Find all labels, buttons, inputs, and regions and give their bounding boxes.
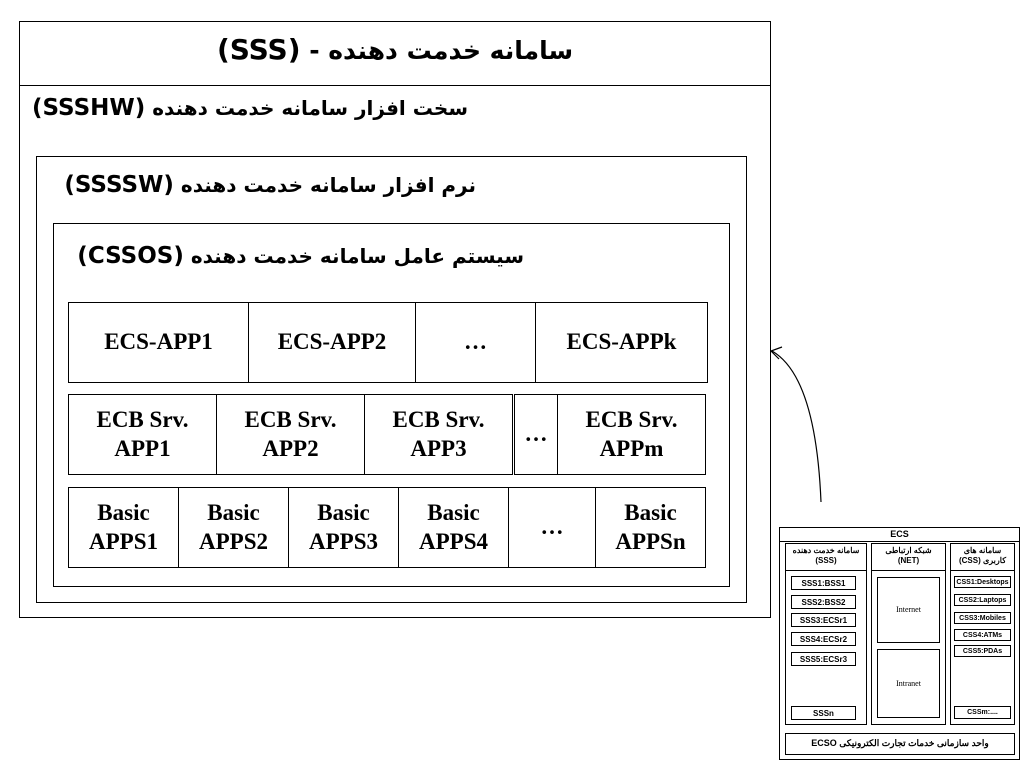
sss-title-code: (SSS) xyxy=(216,33,301,66)
ecs-mini-sss-item: SSS1:BSS1 xyxy=(791,576,856,590)
ecs-mini-internet-label: Internet xyxy=(896,605,921,614)
ecb-srv-app-3: ECB Srv. APP3 xyxy=(364,394,513,475)
basic-apps-2: Basic APPS2 xyxy=(178,487,289,568)
ecs-mini-intranet-label: Intranet xyxy=(896,679,921,688)
sss-title xyxy=(19,33,771,66)
ecs-mini-net-head: شبکه ارتباطی (NET) xyxy=(885,546,932,565)
ecb-srv-app-m: ECB Srv. APPm xyxy=(557,394,706,475)
ecs-mini-sss-item: SSS2:BSS2 xyxy=(791,595,856,609)
basic-apps-4: Basic APPS4 xyxy=(398,487,509,568)
ssssw-label xyxy=(64,172,476,198)
ecb-srv-app-2: ECB Srv. APP2 xyxy=(216,394,365,475)
ecs-mini-css-item: CSS1:Desktops xyxy=(954,576,1011,588)
ecs-mini-net-divider xyxy=(871,570,946,571)
ecs-mini-sss-item: SSS4:ECSr2 xyxy=(791,632,856,646)
cssos-label-code: (CSSOS) xyxy=(77,243,184,269)
ecs-mini-css-last: CSSm:.... xyxy=(954,706,1011,719)
cssos-label xyxy=(77,243,524,269)
ecs-app-2: ECS-APP2 xyxy=(248,302,416,383)
ecs-app-ellipsis: … xyxy=(415,302,536,383)
basic-apps-ellipsis: … xyxy=(508,487,596,568)
basic-apps-n: Basic APPSn xyxy=(595,487,706,568)
ecs-mini-sss-last: SSSn xyxy=(791,706,856,720)
basic-apps-1: Basic APPS1 xyxy=(68,487,179,568)
ecb-srv-app-ellipsis: … xyxy=(514,394,558,475)
ecs-mini-css-head: سامانه های کاربری (CSS) xyxy=(958,546,1007,565)
sss-title-fa: سامانه خدمت دهنده - xyxy=(300,36,574,65)
ecs-mini-css-divider xyxy=(950,570,1015,571)
ecs-app-1: ECS-APP1 xyxy=(68,302,249,383)
link-arrow xyxy=(760,340,840,510)
ecs-mini-title-divider xyxy=(779,541,1020,542)
ecs-mini-css-item: CSS4:ATMs xyxy=(954,629,1011,641)
ecs-mini-sss-item: SSS5:ECSr3 xyxy=(791,652,856,666)
ecs-mini-css-item: CSS5:PDAs xyxy=(954,645,1011,657)
ssshw-label xyxy=(32,95,468,121)
ssshw-label-code: (SSSHW) xyxy=(32,95,146,121)
ecs-mini-sss-item: SSS3:ECSr1 xyxy=(791,613,856,627)
ecs-mini-footer: واحد سازمانی خدمات تجارت الکترونیکی ECSO xyxy=(811,738,989,748)
ecs-mini-sss-head: سامانه خدمت دهنده (SSS) xyxy=(792,546,860,565)
ssshw-label-fa: سخت افزار سامانه خدمت دهنده xyxy=(145,96,468,120)
ecs-mini-sss-divider xyxy=(785,570,867,571)
ecs-mini-css-item: CSS2:Laptops xyxy=(954,594,1011,606)
ecs-mini-title: ECS xyxy=(890,529,909,539)
ssssw-label-fa: نرم افزار سامانه خدمت دهنده xyxy=(173,173,476,197)
ecs-app-k: ECS-APPk xyxy=(535,302,708,383)
cssos-label-fa: سیستم عامل سامانه خدمت دهنده xyxy=(183,244,524,268)
basic-apps-3: Basic APPS3 xyxy=(288,487,399,568)
ecb-srv-app-1: ECB Srv. APP1 xyxy=(68,394,217,475)
ecs-mini-css-item: CSS3:Mobiles xyxy=(954,612,1011,624)
link-arrow-curve xyxy=(772,351,821,502)
ssssw-label-code: (SSSSW) xyxy=(64,172,174,198)
